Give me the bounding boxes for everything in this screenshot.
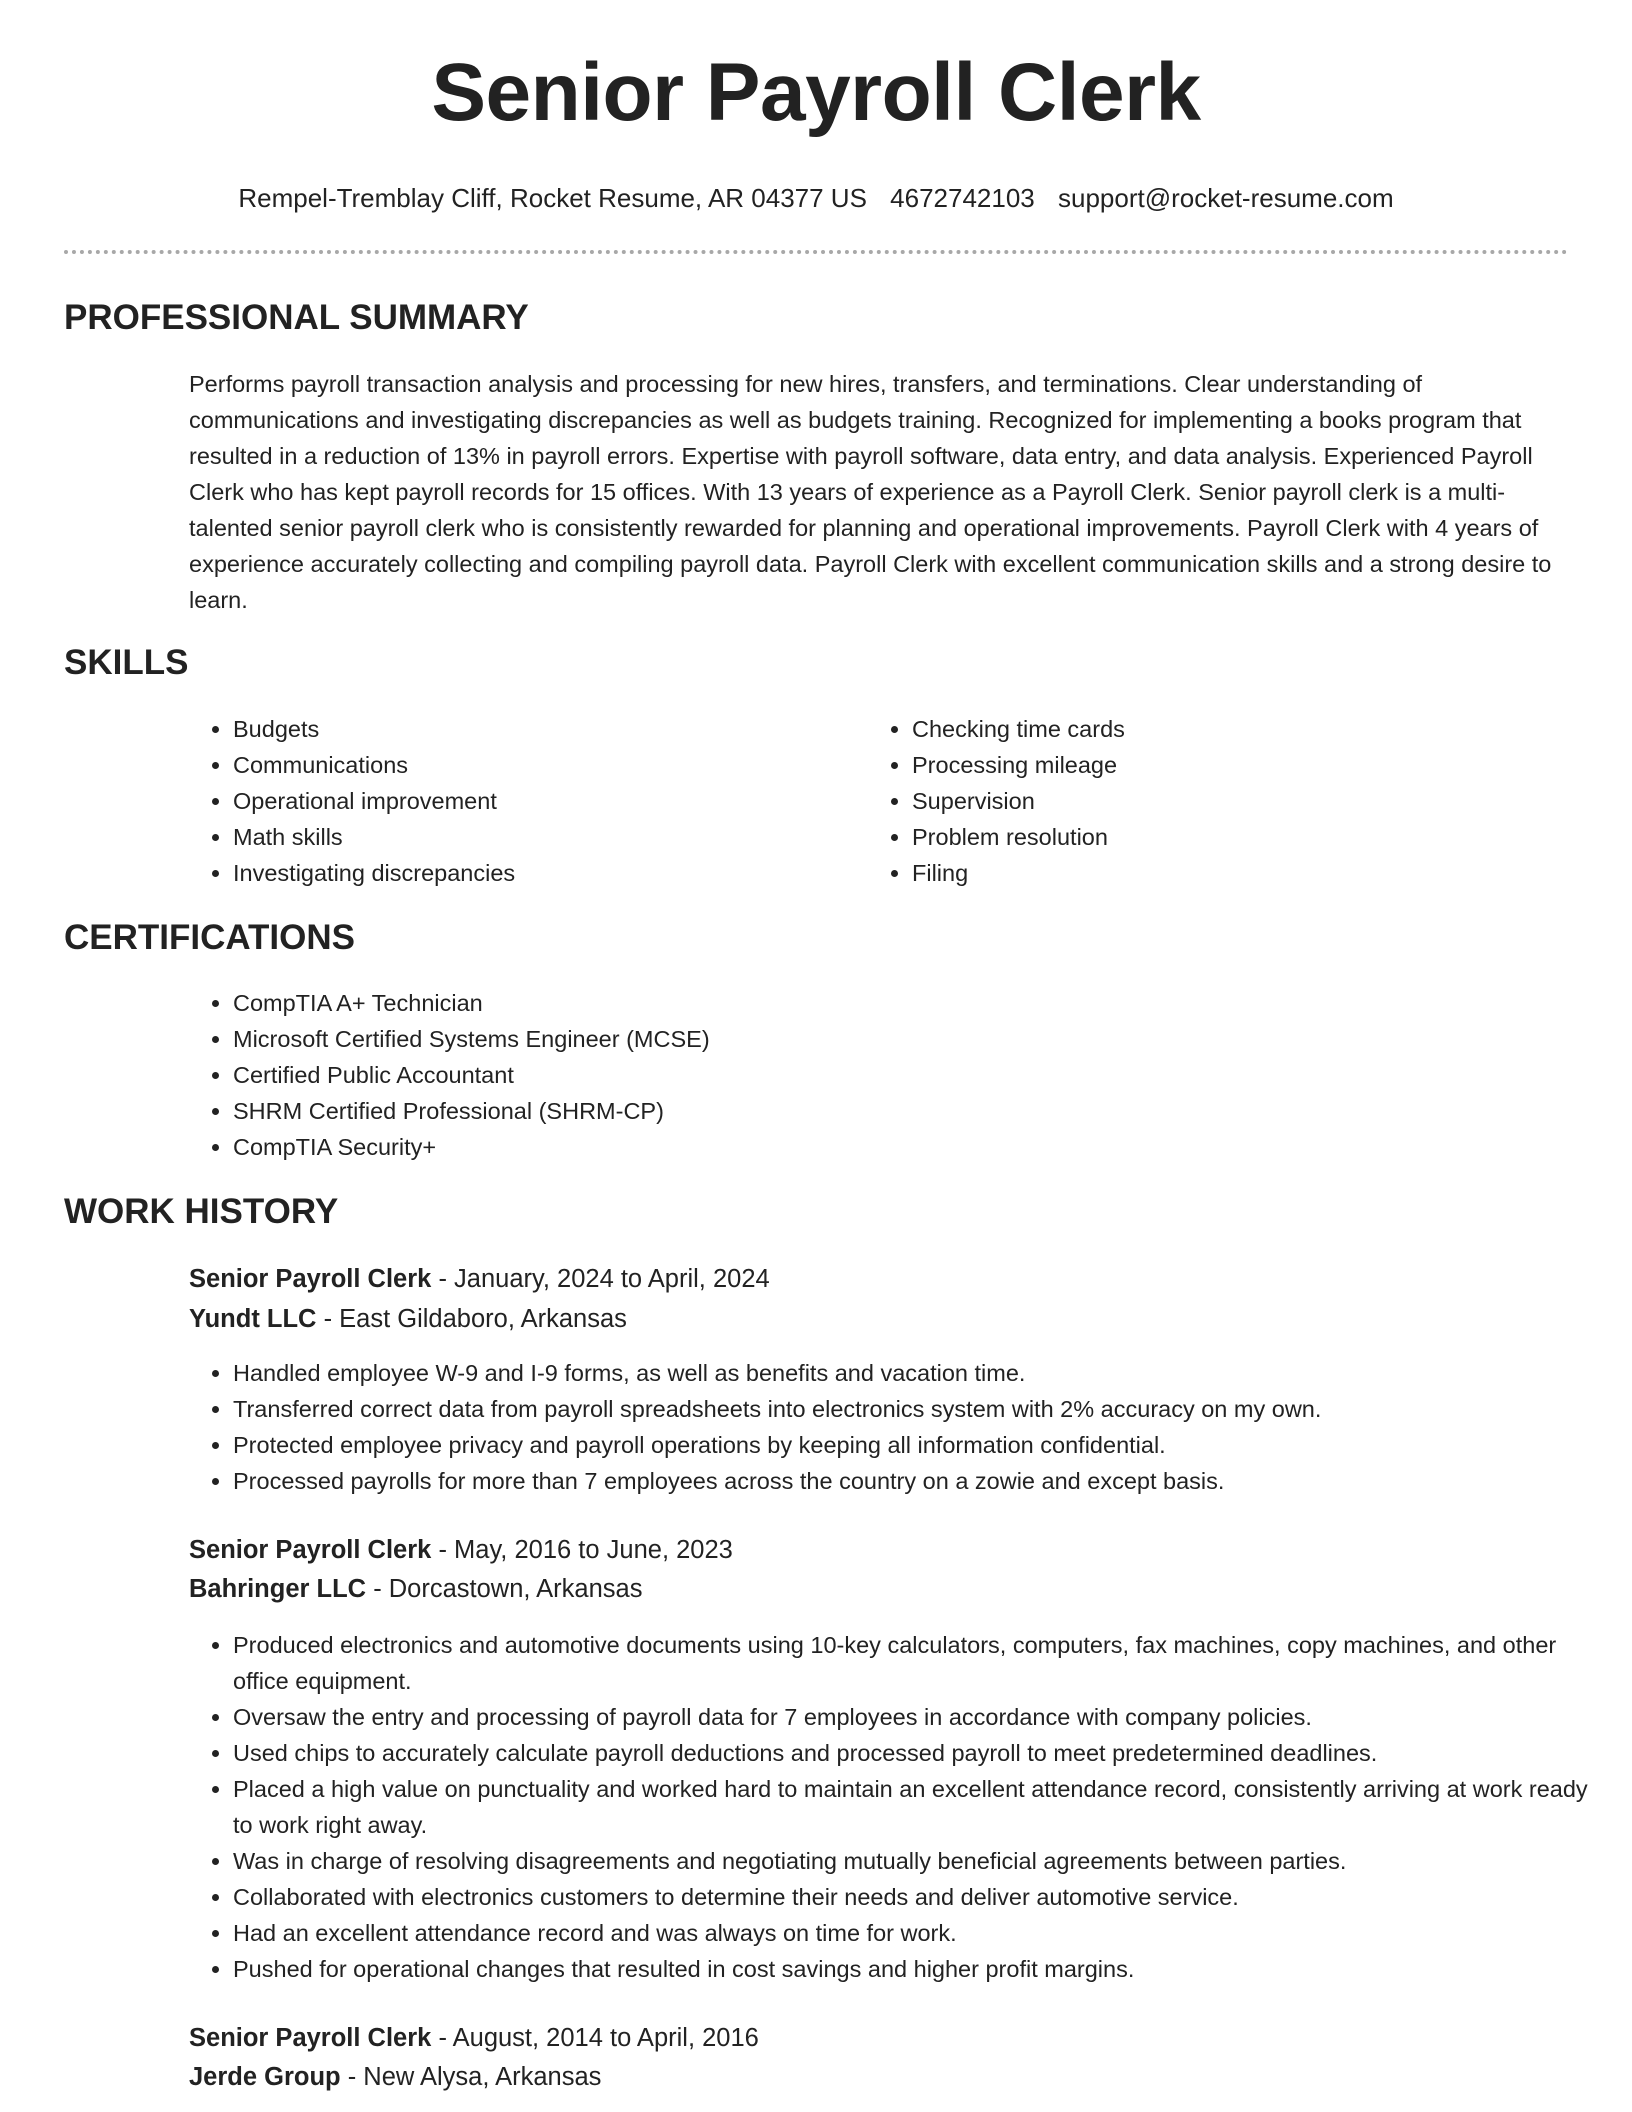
job-company: Bahringer LLC — [189, 1575, 367, 1603]
job-company: Yundt LLC — [189, 1305, 317, 1333]
skills-list-right — [868, 711, 1532, 891]
certification-item: • Microsoft Certified Systems Engineer (MCSE) — [233, 1021, 1233, 1057]
skill-item: • Math skills — [233, 819, 853, 855]
skill-item: • Processing mileage — [912, 747, 1532, 783]
job-title-line — [189, 2022, 759, 2054]
summary-text: Performs payroll transaction analysis and processing for new hires, transfers, and terminations. Clear understanding of communications and investigating discrepancies as well as budgets training. Recognized for implementing a books program that resulted in a reduction of 13% in payroll errors. Expertise with payroll software, data entry, and data analysis. Experienced Payroll Clerk who has kept payroll records for 15 offices. With 13 years of experience as a Payroll Clerk. Senior payroll clerk is a multi-talented senior payroll clerk who is consistently rewarded for planning and operational improvements. Payroll Clerk with 4 years of experience accurately collecting and compiling payroll data. Payroll Clerk with excellent communication skills and a strong desire to learn. — [189, 371, 1552, 613]
skills-list-left — [189, 711, 853, 891]
job-bullets — [189, 1627, 1613, 1987]
certification-item: • CompTIA Security+ — [233, 1129, 1233, 1165]
job-bullet: • Transferred correct data from payroll spreadsheets into electronics system with 2% accuracy on my own. — [233, 1391, 1613, 1427]
job-bullet: • Collaborated with electronics customers to determine their needs and deliver automotive service. — [233, 1879, 1613, 1915]
section-title-skills: SKILLS — [64, 643, 189, 682]
job-location: - Dorcastown, Arkansas — [373, 1575, 643, 1603]
certifications-list — [189, 985, 1233, 1165]
job-bullet: • Oversaw the entry and processing of payroll data for 7 employees in accordance with company policies. — [233, 1699, 1613, 1735]
skill-item: • Checking time cards — [912, 711, 1532, 747]
certification-item: • Certified Public Accountant — [233, 1057, 1233, 1093]
job-company-line — [189, 1303, 627, 1335]
skill-item: • Problem resolution — [912, 819, 1532, 855]
job-dates: - January, 2024 to April, 2024 — [438, 1265, 770, 1293]
contact-address: Rempel-Tremblay Cliff, Rocket Resume, AR 04377 US — [238, 183, 867, 213]
contact-email: support@rocket-resume.com — [1058, 183, 1394, 213]
job-role: Senior Payroll Clerk — [189, 1265, 432, 1293]
job-location: - New Alysa, Arkansas — [347, 2063, 602, 2091]
job-company-line — [189, 1573, 642, 1605]
job-bullet: • Produced electronics and automotive documents using 10-key calculators, computers, fax machines, copy machines, and other office equipment. — [233, 1627, 1613, 1699]
skill-item: • Budgets — [233, 711, 853, 747]
section-title-summary: PROFESSIONAL SUMMARY — [64, 298, 529, 337]
skill-item: • Filing — [912, 855, 1532, 891]
header-divider — [64, 250, 1568, 254]
job-bullet: • Protected employee privacy and payroll operations by keeping all information confidential. — [233, 1427, 1613, 1463]
job-company-line — [189, 2061, 601, 2093]
contact-phone: 4672742103 — [890, 183, 1035, 213]
job-company: Jerde Group — [189, 2063, 341, 2091]
job-bullet: • Handled employee W-9 and I-9 forms, as well as benefits and vacation time. — [233, 1355, 1613, 1391]
section-title-work-history: WORK HISTORY — [64, 1192, 339, 1231]
job-bullet: • Processed payrolls for more than 7 employees across the country on a zowie and except basis. — [233, 1463, 1613, 1499]
skill-item: • Operational improvement — [233, 783, 853, 819]
job-title-line — [189, 1263, 770, 1295]
skill-item: • Communications — [233, 747, 853, 783]
certification-item: • CompTIA A+ Technician — [233, 985, 1233, 1021]
resume-name: Senior Payroll Clerk — [431, 47, 1201, 138]
job-role: Senior Payroll Clerk — [189, 2024, 432, 2052]
job-bullet: • Was in charge of resolving disagreements and negotiating mutually beneficial agreements between parties. — [233, 1843, 1613, 1879]
section-title-certifications: CERTIFICATIONS — [64, 918, 356, 957]
job-bullet: • Used chips to accurately calculate payroll deductions and processed payroll to meet predetermined deadlines. — [233, 1735, 1613, 1771]
job-dates: - May, 2016 to June, 2023 — [438, 1536, 733, 1564]
job-bullet: • Had an excellent attendance record and was always on time for work. — [233, 1915, 1613, 1951]
job-title-line — [189, 1534, 733, 1566]
job-bullet: • Placed a high value on punctuality and worked hard to maintain an excellent attendance record, consistently arriving at work ready to work right away. — [233, 1771, 1613, 1843]
job-location: - East Gildaboro, Arkansas — [323, 1305, 627, 1333]
contact-line — [0, 183, 1632, 213]
job-bullet: • Pushed for operational changes that resulted in cost savings and higher profit margins. — [233, 1951, 1613, 1987]
skill-item: • Supervision — [912, 783, 1532, 819]
job-role: Senior Payroll Clerk — [189, 1536, 432, 1564]
certification-item: • SHRM Certified Professional (SHRM-CP) — [233, 1093, 1233, 1129]
skill-item: • Investigating discrepancies — [233, 855, 853, 891]
job-dates: - August, 2014 to April, 2016 — [438, 2024, 759, 2052]
job-bullets — [189, 1355, 1613, 1499]
